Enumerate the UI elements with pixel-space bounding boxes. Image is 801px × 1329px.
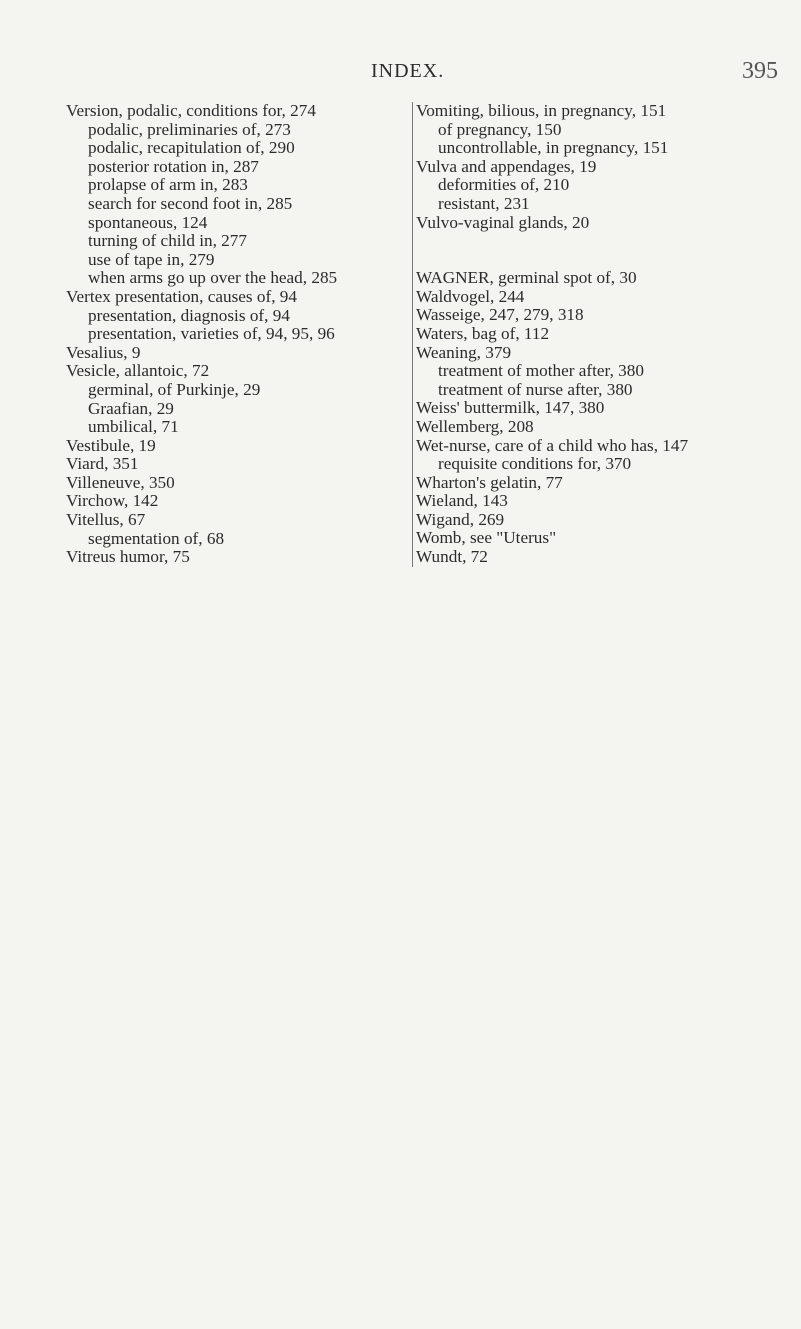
index-entry: Villeneuve, 350 [66,472,175,492]
index-entry: Version, podalic, conditions for, 274 [66,101,316,120]
index-entry: Wigand, 269 [416,509,505,529]
index-entry: Weaning, 379 [416,342,512,362]
index-subentry: podalic, preliminaries of, 273 [88,119,291,139]
index-entry: Wasseige, 247, 279, 318 [416,305,584,325]
index-subentry: use of tape in, 279 [88,249,215,269]
index-entry: Vitreus humor, 75 [66,547,190,567]
index-group-w [416,269,796,567]
index-subentry: requisite conditions for, 370 [438,454,632,474]
index-subentry: uncontrollable, in pregnancy, 151 [438,138,669,158]
index-subentry: presentation, varieties of, 94, 95, 96 [88,324,335,344]
index-entry: Waldvogel, 244 [416,286,525,306]
index-subentry: germinal, of Purkinje, 29 [88,379,261,399]
index-entry: Wellemberg, 208 [416,416,534,436]
page-number: 395 [742,58,778,84]
index-subentry: umbilical, 71 [88,417,179,437]
index-entry: Vomiting, bilious, in pregnancy, 151 [416,101,667,120]
index-entry: Virchow, 142 [66,491,159,511]
index-subentry: treatment of mother after, 380 [438,361,644,381]
index-group-v [416,102,796,232]
index-entry: Vesalius, 9 [66,342,141,362]
index-entry: Wet-nurse, care of a child who has, 147 [416,435,689,455]
index-entry: Vitellus, 67 [66,510,146,530]
index-entry: Waters, bag of, 112 [416,323,550,343]
index-entry: Wundt, 72 [416,547,488,567]
index-subentry: Graafian, 29 [88,398,174,418]
index-entry: Vestibule, 19 [66,435,156,455]
index-subentry: prolapse of arm in, 283 [88,175,248,195]
index-entry: WAGNER, germinal spot of, 30 [416,268,637,288]
index-subentry: podalic, recapitulation of, 290 [88,138,295,158]
index-entry: Vertex presentation, causes of, 94 [66,286,297,306]
index-subentry: deformities of, 210 [438,175,570,195]
index-subentry: when arms go up over the head, 285 [88,268,338,288]
index-subentry: treatment of nurse after, 380 [438,379,633,399]
index-entry: Wharton's gelatin, 77 [416,472,563,492]
index-entry: Vulva and appendages, 19 [416,156,597,176]
index-subentry: presentation, diagnosis of, 94 [88,305,290,325]
index-subentry: spontaneous, 124 [88,212,208,232]
index-entry: Vulvo-vaginal glands, 20 [416,212,590,232]
index-entry: Weiss' buttermilk, 147, 380 [416,398,605,418]
index-entry: Viard, 351 [66,454,139,474]
index-subentry: search for second foot in, 285 [88,193,293,213]
page-header [0,58,801,88]
index-subentry: posterior rotation in, 287 [88,156,259,176]
index-column-left [66,102,386,567]
index-column-right [412,102,796,567]
index-subentry: of pregnancy, 150 [438,119,562,139]
index-entry: Womb, see "Uterus" [416,528,557,548]
index-subentry: turning of child in, 277 [88,231,247,251]
group-spacer [416,232,796,269]
index-entry: Wieland, 143 [416,491,508,511]
index-subentry: segmentation of, 68 [88,528,225,548]
header-title: INDEX. [371,60,445,82]
index-entry: Vesicle, allantoic, 72 [66,361,210,381]
index-subentry: resistant, 231 [438,193,530,213]
